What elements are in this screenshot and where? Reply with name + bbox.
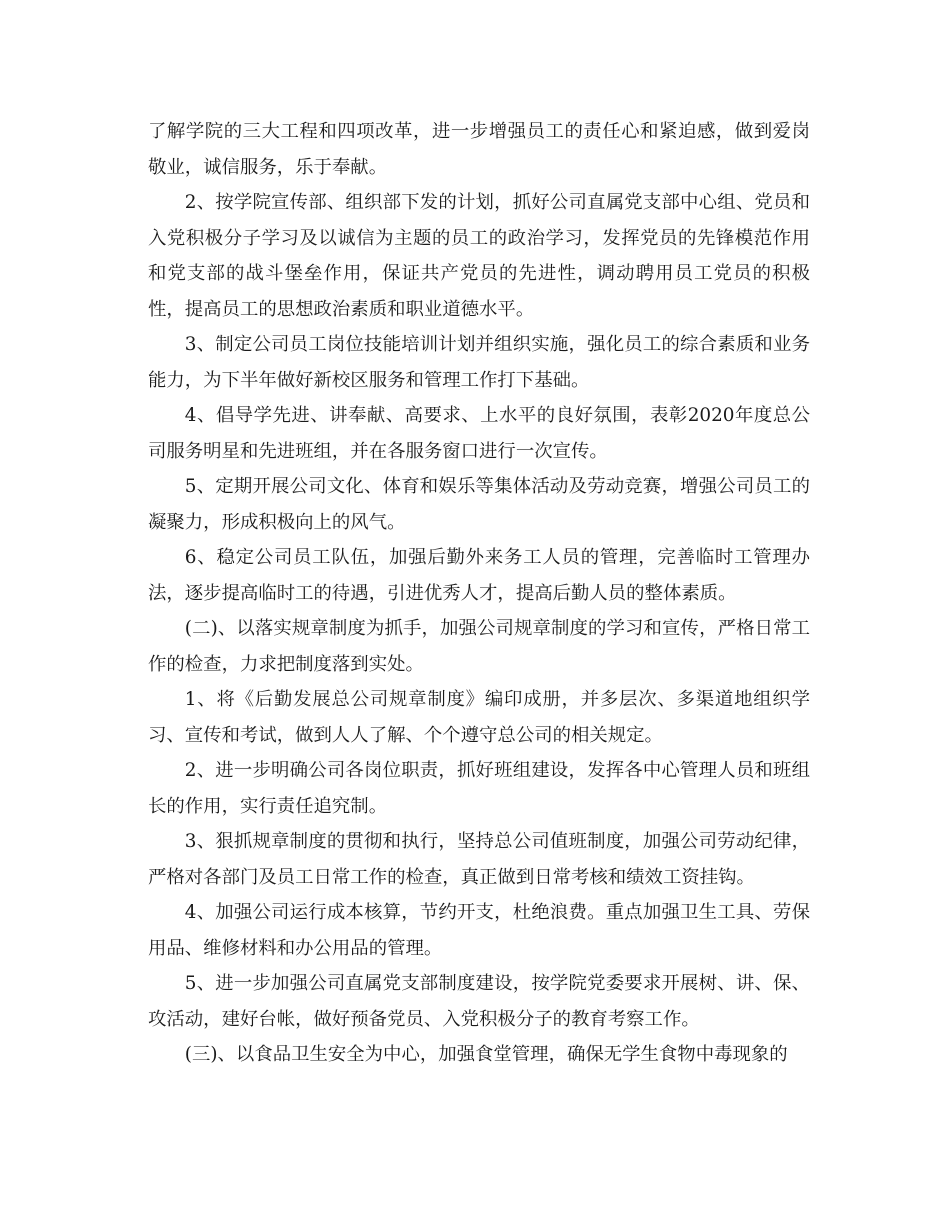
paragraph-item: 5、进一步加强公司直属党支部制度建设，按学院党委要求开展树、讲、保、攻活动，建好台帐，做好预备党员、入党积极分子的教育考察工作。 bbox=[148, 973, 810, 1030]
section-heading: (三)、以食品卫生安全为中心，加强食堂管理，确保无学生食物中毒现象的 bbox=[184, 1044, 788, 1065]
document-body bbox=[148, 114, 810, 1073]
paragraph-item: 5、定期开展公司文化、体育和娱乐等集体活动及劳动竞赛，增强公司员工的凝聚力，形成积极向上的风气。 bbox=[148, 476, 810, 533]
paragraph-item: 6、稳定公司员工队伍，加强后勤外来务工人员的管理，完善临时工管理办法，逐步提高临时工的待遇，引进优秀人才，提高后勤人员的整体素质。 bbox=[148, 547, 810, 604]
paragraph-item: 3、制定公司员工岗位技能培训计划并组织实施，强化员工的综合素质和业务能力，为下半年做好新校区服务和管理工作打下基础。 bbox=[148, 334, 810, 391]
paragraph-item: 2、按学院宣传部、组织部下发的计划，抓好公司直属党支部中心组、党员和入党积极分子学习及以诚信为主题的员工的政治学习，发挥党员的先锋模范作用和党支部的战斗堡垒作用，保证共产党员的先进性，调动聘用员工党员的积极性，提高员工的思想政治素质和职业道德水平。 bbox=[148, 192, 810, 320]
paragraph-item: 2、进一步明确公司各岗位职责，抓好班组建设，发挥各中心管理人员和班组长的作用，实行责任追究制。 bbox=[148, 760, 810, 817]
paragraph-continuation: 了解学院的三大工程和四项改革，进一步增强员工的责任心和紧迫感，做到爱岗敬业，诚信服务，乐于奉献。 bbox=[148, 121, 810, 178]
paragraph-item: 4、倡导学先进、讲奉献、高要求、上水平的良好氛围，表彰2020年度总公司服务明星和先进班组，并在各服务窗口进行一次宣传。 bbox=[148, 405, 810, 462]
paragraph-item: 3、狠抓规章制度的贯彻和执行，坚持总公司值班制度，加强公司劳动纪律，严格对各部门及员工日常工作的检查，真正做到日常考核和绩效工资挂钩。 bbox=[148, 831, 810, 888]
section-heading: (二)、以落实规章制度为抓手，加强公司规章制度的学习和宣传，严格日常工作的检查，力求把制度落到实处。 bbox=[148, 618, 810, 675]
paragraph-item: 1、将《后勤发展总公司规章制度》编印成册，并多层次、多渠道地组织学习、宣传和考试，做到人人了解、个个遵守总公司的相关规定。 bbox=[148, 689, 810, 746]
paragraph-item: 4、加强公司运行成本核算，节约开支，杜绝浪费。重点加强卫生工具、劳保用品、维修材料和办公用品的管理。 bbox=[148, 902, 810, 959]
